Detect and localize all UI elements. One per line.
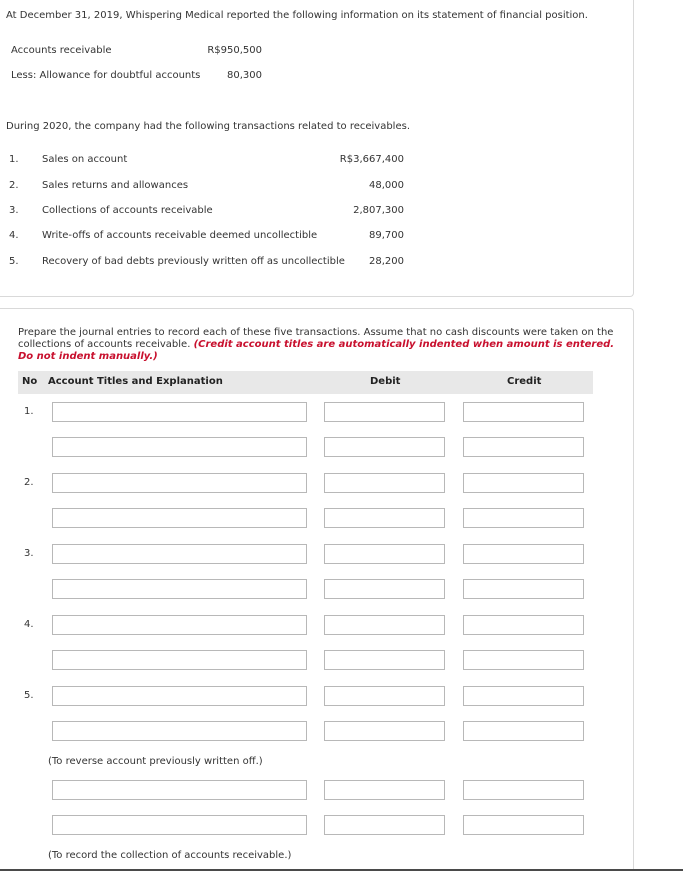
transaction-amount: 2,807,300 (353, 205, 404, 216)
account-title-input[interactable] (52, 402, 307, 422)
credit-input[interactable] (463, 437, 584, 457)
transaction-amount: R$3,667,400 (339, 154, 404, 165)
transaction-number: 2. (9, 180, 19, 191)
transactions-intro: During 2020, the company had the following transactions related to receivables. (6, 121, 411, 132)
debit-input[interactable] (324, 721, 445, 741)
account-title-input[interactable] (52, 473, 307, 493)
account-title-input[interactable] (52, 544, 307, 564)
debit-input[interactable] (324, 579, 445, 599)
instructions-note: (Credit account titles are automatically indented when amount is entered. Do not indent manually.) (18, 339, 615, 362)
balance-value-ar: R$950,500 (207, 45, 262, 56)
debit-input[interactable] (324, 508, 445, 528)
balance-label-ar: Accounts receivable (11, 45, 112, 56)
debit-input[interactable] (324, 473, 445, 493)
explanation-reverse-note: (To reverse account previously written off.) (48, 756, 263, 767)
balance-label-allowance: Less: Allowance for doubtful accounts (11, 70, 201, 81)
credit-input[interactable] (463, 508, 584, 528)
account-title-input[interactable] (52, 508, 307, 528)
debit-input[interactable] (324, 780, 445, 800)
instructions-text: Prepare the journal entries to record each of these five transactions. Assume that no cash discounts were taken on the collections of accounts receivable. (18, 327, 614, 350)
entry-number: 1. (24, 406, 34, 417)
explanation-collection-note: (To record the collection of accounts receivable.) (48, 850, 292, 861)
journal-table-header (18, 371, 593, 394)
instructions (18, 327, 618, 363)
account-title-input[interactable] (52, 650, 307, 670)
debit-input[interactable] (324, 650, 445, 670)
account-title-input[interactable] (52, 437, 307, 457)
column-header-debit: Debit (370, 376, 401, 387)
credit-input[interactable] (463, 721, 584, 741)
credit-input[interactable] (463, 686, 584, 706)
transaction-description: Write-offs of accounts receivable deemed uncollectible (42, 230, 318, 241)
transaction-number: 3. (9, 205, 19, 216)
account-title-input[interactable] (52, 615, 307, 635)
entry-number: 4. (24, 619, 34, 630)
transaction-number: 4. (9, 230, 19, 241)
debit-input[interactable] (324, 686, 445, 706)
column-header-credit: Credit (507, 376, 542, 387)
column-header-account: Account Titles and Explanation (48, 376, 223, 387)
debit-input[interactable] (324, 437, 445, 457)
debit-input[interactable] (324, 544, 445, 564)
account-title-input[interactable] (52, 815, 307, 835)
transaction-amount: 48,000 (369, 180, 404, 191)
credit-input[interactable] (463, 815, 584, 835)
credit-input[interactable] (463, 544, 584, 564)
transaction-description: Sales returns and allowances (42, 180, 189, 191)
transaction-description: Sales on account (42, 154, 128, 165)
account-title-input[interactable] (52, 579, 307, 599)
transaction-number: 5. (9, 256, 19, 267)
transaction-description: Recovery of bad debts previously written off as uncollectible (42, 256, 345, 267)
transaction-description: Collections of accounts receivable (42, 205, 213, 216)
credit-input[interactable] (463, 650, 584, 670)
debit-input[interactable] (324, 615, 445, 635)
debit-input[interactable] (324, 402, 445, 422)
intro-text: At December 31, 2019, Whispering Medical reported the following information on its statement of financial position. (6, 10, 588, 21)
credit-input[interactable] (463, 473, 584, 493)
account-title-input[interactable] (52, 721, 307, 741)
transaction-amount: 28,200 (369, 256, 404, 267)
entry-number: 2. (24, 477, 34, 488)
transaction-number: 1. (9, 154, 19, 165)
credit-input[interactable] (463, 780, 584, 800)
credit-input[interactable] (463, 402, 584, 422)
debit-input[interactable] (324, 815, 445, 835)
entry-number: 3. (24, 548, 34, 559)
column-header-no: No (22, 376, 38, 387)
credit-input[interactable] (463, 579, 584, 599)
account-title-input[interactable] (52, 686, 307, 706)
transaction-amount: 89,700 (369, 230, 404, 241)
account-title-input[interactable] (52, 780, 307, 800)
entry-number: 5. (24, 690, 34, 701)
balance-value-allowance: 80,300 (227, 70, 262, 81)
credit-input[interactable] (463, 615, 584, 635)
